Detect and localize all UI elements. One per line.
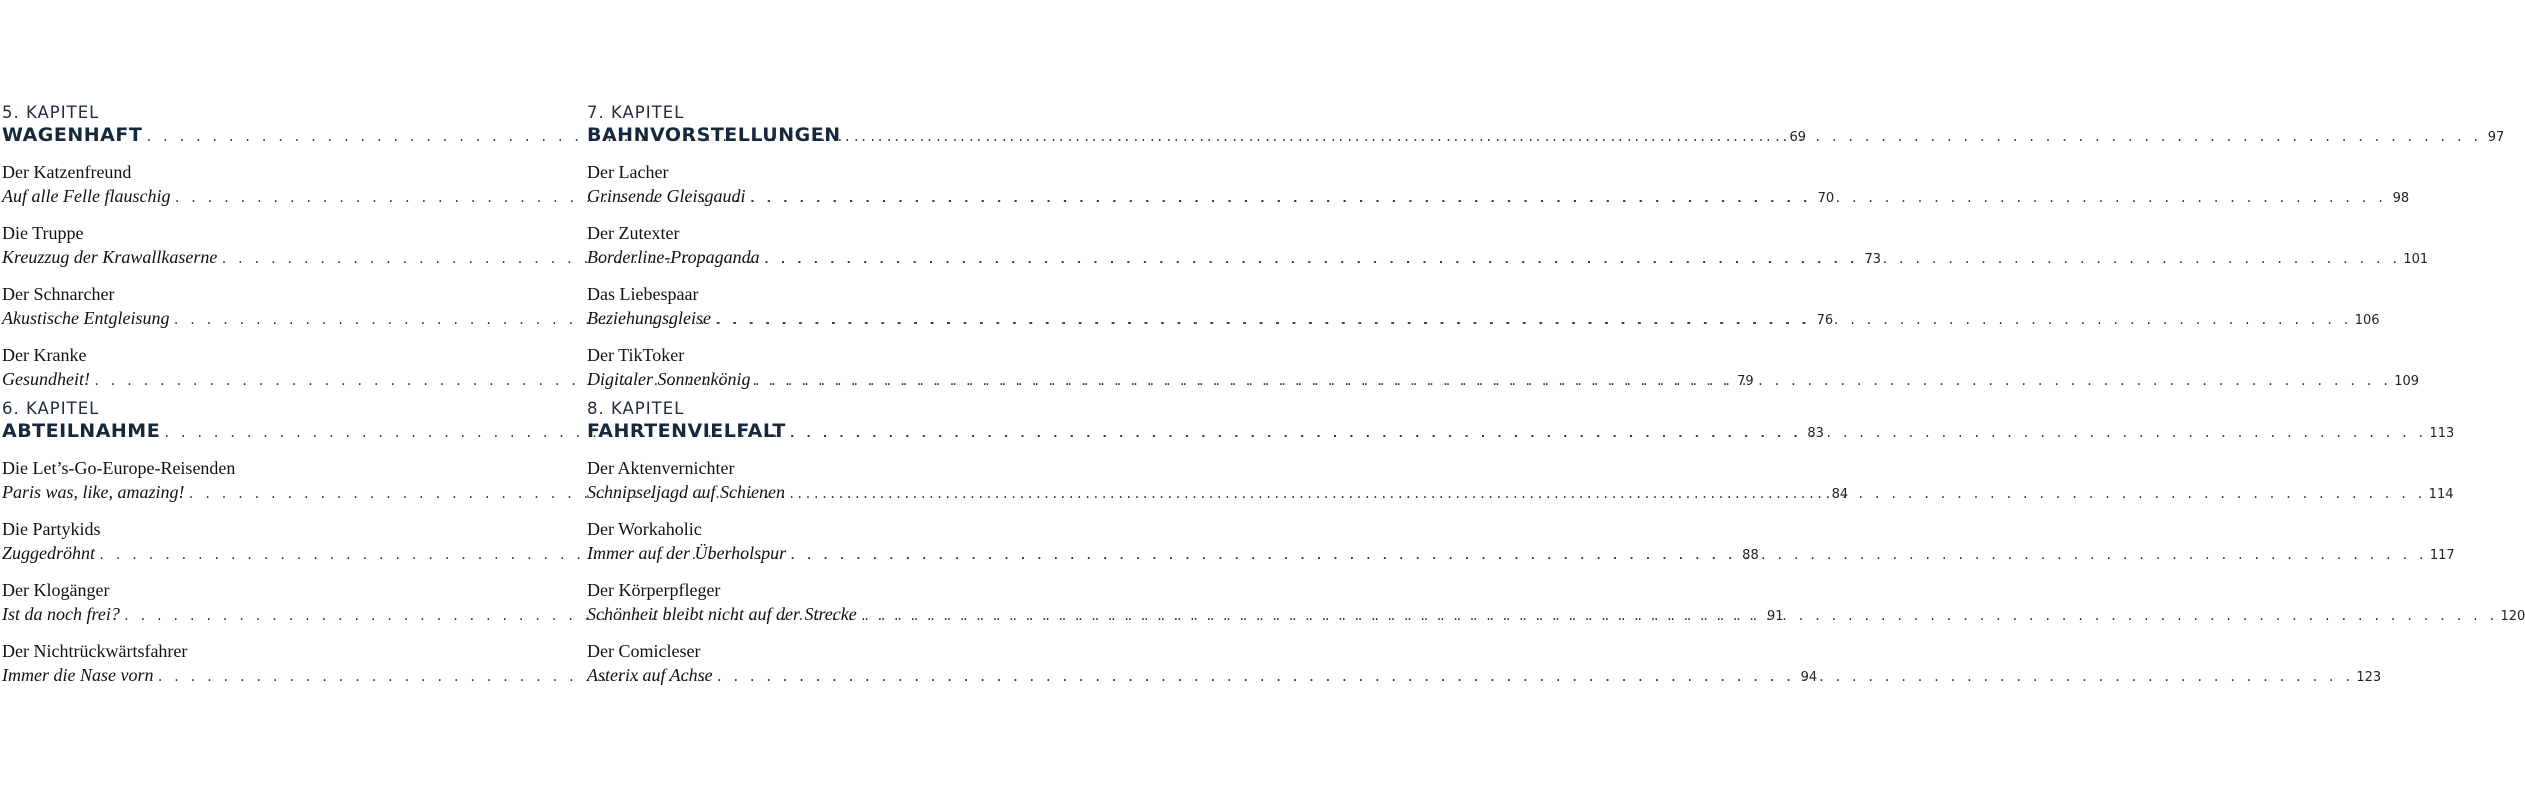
entry-subtitle: Ist da noch frei? [2,604,120,624]
entry-subtitle: Akustische Entgleisung [2,308,170,328]
entry-subtitle: Auf alle Felle flauschig [2,186,171,206]
entry-subtitle: Kreuzzug der Krawallkaserne [2,247,218,267]
entry-name: Der Zutexter [587,223,680,243]
entry-name: Der Lacher [587,162,669,182]
entry-subtitle: Zuggedröhnt [2,543,96,563]
entry-name: Der Nichtrückwärtsfahrer [2,641,188,661]
chapter-title: BAHNVORSTELLUNGEN [587,124,841,146]
leader-dots [716,670,2353,684]
chapter-number: 5. KAPITEL [2,103,100,122]
entry-name: Der Kranke [2,345,87,365]
leader-dots [788,487,2425,501]
entry-name: Der Aktenvernichter [587,458,735,478]
entry-subtitle: Schnipseljagd auf Schienen [587,482,785,502]
leader-dots [748,191,2385,205]
entry-name: Die Truppe [2,223,84,243]
page-number: 79 [1737,374,1754,389]
leader-dots [714,313,2351,327]
chapter-number: 8. KAPITEL [587,399,685,418]
page-number: 91 [1766,609,1784,624]
leader-dots [860,609,2497,623]
entry-name: Der Klogänger [2,580,110,600]
leader-dots [789,426,2426,440]
page-number: 101 [2403,252,2429,267]
entry-subtitle: Immer die Nase vorn [2,665,154,685]
page-number: 106 [2354,313,2380,328]
chapter-title: ABTEILNAHME [2,420,161,442]
entry-name: Der Katzenfreund [2,162,132,182]
page-number: 98 [2392,191,2410,206]
page-number: 83 [1807,426,1824,441]
page-number: 117 [2429,548,2455,563]
entry-name: Die Let’s-Go-Europe-Reisenden [2,458,236,478]
page-number: 113 [2429,426,2455,441]
entry-name: Der TikToker [587,345,685,365]
page-number: 88 [1742,548,1759,563]
page-number: 76 [1816,313,1834,328]
chapter-title: WAGENHAFT [2,124,143,146]
entry-name: Der Körperpfleger [587,580,721,600]
chapter-number: 6. KAPITEL [2,399,100,418]
entry-subtitle: Immer auf der Überholspur [587,543,787,563]
entry-subtitle: Asterix auf Achse [587,665,713,685]
page-number: 94 [1800,670,1818,685]
page-number: 70 [1817,191,1835,206]
entry-name: Der Comicleser [587,641,701,661]
entry-name: Das Liebespaar [587,284,699,304]
entry-name: Der Workaholic [587,519,702,539]
entry-subtitle: Borderline-Propaganda [587,247,760,267]
page-number: 69 [1789,130,1807,145]
page-number: 109 [2394,374,2420,389]
page-number: 114 [2428,487,2454,502]
entry-subtitle: Beziehungsgleise [587,308,711,328]
leader-dots [789,548,2426,562]
entry-subtitle: Digitaler Sonnenkönig [587,369,751,389]
leader-dots [753,374,2390,388]
chapter-number: 7. KAPITEL [587,103,685,122]
leader-dots [763,252,2400,266]
page-number: 120 [2500,609,2525,624]
page-number: 73 [1864,252,1882,267]
entry-subtitle: Paris was, like, amazing! [2,482,185,502]
page-number: 84 [1831,487,1849,502]
entry-subtitle: Gesundheit! [2,369,90,389]
page-number: 97 [2487,130,2505,145]
leader-dots [844,130,2481,144]
entry-subtitle: Grinsende Gleisgaudi [587,186,746,206]
chapter-title: FAHRTENVIELFALT [587,420,786,442]
entry-name: Der Schnarcher [2,284,115,304]
page-number: 123 [2356,670,2382,685]
entry-subtitle: Schönheit bleibt nicht auf der Strecke [587,604,857,624]
entry-name: Die Partykids [2,519,101,539]
